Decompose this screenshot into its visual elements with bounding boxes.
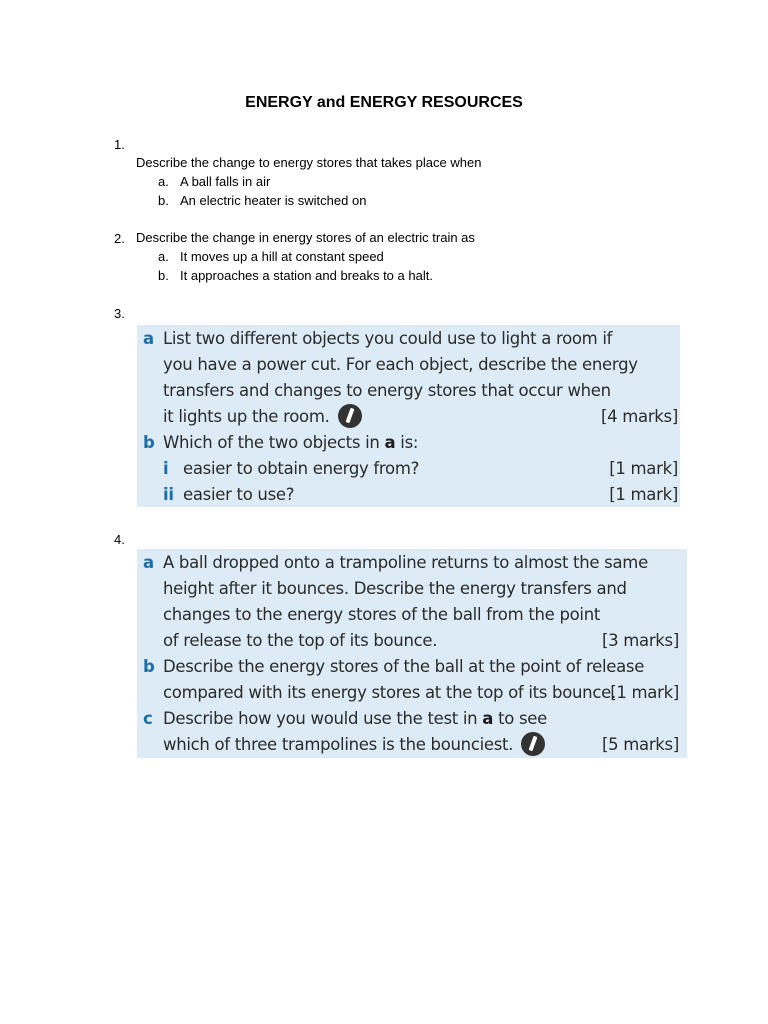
- item-letter: b.: [158, 193, 169, 208]
- item-text: A ball falls in air: [180, 174, 271, 189]
- q4-b-line-1: [137, 654, 687, 680]
- text-post: is:: [400, 433, 419, 452]
- line-text: changes to the energy stores of the ball from the point: [163, 605, 601, 624]
- line-text: of release to the top of its bounce.: [163, 631, 438, 650]
- q4-c-line-1: [137, 706, 687, 732]
- question-number-1: 1.: [114, 137, 125, 152]
- q3-a-line-4: [137, 404, 680, 430]
- item-text: It moves up a hill at constant speed: [180, 249, 384, 264]
- q4-a-line-1: [137, 550, 687, 576]
- q3-a-line-2: [137, 352, 680, 378]
- line-text: transfers and changes to energy stores that occur when: [163, 381, 611, 400]
- text-post: to see: [498, 709, 547, 728]
- marks: [4 marks]: [600, 407, 678, 426]
- q3-a-line-3: [137, 378, 680, 404]
- part-label-b: b: [143, 433, 155, 452]
- line-text: [163, 706, 547, 732]
- item-text: An electric heater is switched on: [180, 193, 367, 208]
- item-letter: b.: [158, 268, 169, 283]
- pencil-icon: [338, 404, 362, 428]
- part-label-b: b: [143, 657, 155, 676]
- part-label-c: c: [143, 709, 153, 728]
- question-2-text: Describe the change in energy stores of an electric train as: [136, 230, 475, 245]
- line-text-with-icon: [163, 732, 545, 758]
- sub-part-label-ii: ii: [163, 485, 174, 504]
- marks: [5 marks]: [601, 735, 679, 754]
- q3-b-line: [137, 430, 680, 456]
- sub-part-label-i: i: [163, 459, 169, 478]
- question-2-item-a: [158, 249, 384, 264]
- q4-a-line-3: [137, 602, 687, 628]
- line-text-with-icon: [163, 404, 362, 430]
- line-text: easier to use?: [183, 485, 295, 504]
- pencil-icon: [521, 732, 545, 756]
- q4-b-line-2: [137, 680, 687, 706]
- q3-b-ii-line: [137, 482, 680, 508]
- line-text: easier to obtain energy from?: [183, 459, 420, 478]
- q4-a-line-2: [137, 576, 687, 602]
- question-3-box: [137, 325, 680, 507]
- line-text: A ball dropped onto a trampoline returns to almost the same: [163, 553, 648, 572]
- page-title: ENERGY and ENERGY RESOURCES: [245, 94, 523, 111]
- question-2-item-b: [158, 268, 433, 283]
- line-text: compared with its energy stores at the top of its bounce.: [163, 683, 616, 702]
- question-number-3: 3.: [114, 306, 125, 321]
- text-bold: a: [482, 709, 494, 728]
- q3-a-line-1: [137, 326, 680, 352]
- question-1-item-b: [158, 193, 366, 208]
- line-text: Describe the energy stores of the ball at the point of release: [163, 657, 645, 676]
- q3-b-i-line: [137, 456, 680, 482]
- question-4-box: [137, 549, 687, 758]
- marks: [3 marks]: [601, 631, 679, 650]
- line-text: it lights up the room.: [163, 407, 330, 426]
- question-number-4: 4.: [114, 532, 125, 547]
- text-pre: Which of the two objects in: [163, 433, 380, 452]
- item-letter: a.: [158, 174, 169, 189]
- part-label-a: a: [143, 553, 154, 572]
- question-1-text: Describe the change to energy stores that takes place when: [136, 155, 482, 170]
- line-text: you have a power cut. For each object, describe the energy: [163, 355, 638, 374]
- marks: [1 mark]: [610, 683, 679, 702]
- question-number-2: 2.: [114, 231, 125, 246]
- part-label-a: a: [143, 329, 154, 348]
- q4-c-line-2: [137, 732, 687, 758]
- text-bold: a: [384, 433, 396, 452]
- item-text: It approaches a station and breaks to a halt.: [180, 268, 433, 283]
- item-letter: a.: [158, 249, 169, 264]
- line-text: [163, 430, 418, 456]
- marks: [1 mark]: [609, 459, 678, 478]
- text-pre: Describe how you would use the test in: [163, 709, 478, 728]
- line-text: which of three trampolines is the bounciest.: [163, 735, 514, 754]
- marks: [1 mark]: [609, 485, 678, 504]
- q4-a-line-4: [137, 628, 687, 654]
- line-text: height after it bounces. Describe the energy transfers and: [163, 579, 627, 598]
- line-text: List two different objects you could use to light a room if: [163, 329, 613, 348]
- question-1-item-a: [158, 174, 270, 189]
